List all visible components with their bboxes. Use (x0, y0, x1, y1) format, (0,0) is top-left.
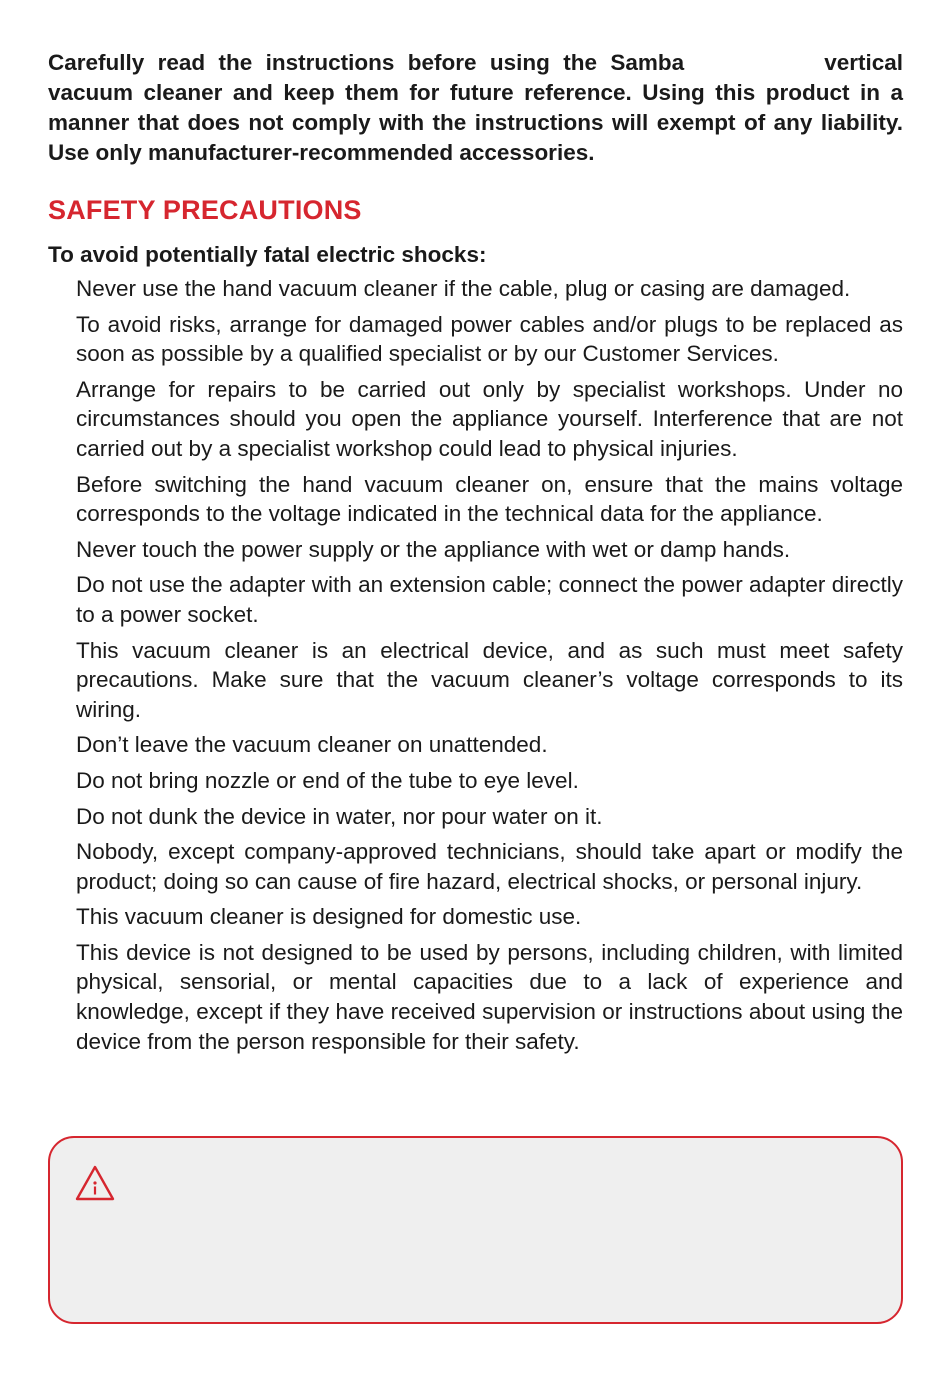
list-item: Do not use the adapter with an extension cable; connect the power adapter directly to a power socket. (76, 572, 903, 627)
list-item: This vacuum cleaner is an electrical device, and as such must meet safety precautions. Make sure that the vacuum cleaner’s voltage corresponds to its wiring. (76, 637, 903, 722)
safety-list (48, 274, 903, 1056)
list-item: This device is not designed to be used by persons, including children, with limited physical, sensorial, or mental capacities due to a lack of experience and knowledge, except if they have received supervision or instructions about using the device from the person responsible for their safety. (76, 939, 903, 1054)
list-item: Never use the hand vacuum cleaner if the cable, plug or casing are damaged. (76, 276, 851, 301)
subheading-electric-shocks: To avoid potentially fatal electric shocks: (48, 242, 487, 267)
list-item: Before switching the hand vacuum cleaner on, ensure that the mains voltage corresponds to the voltage indicated in the technical data for the appliance. (76, 471, 903, 527)
intro-text-part2: vertical vacuum cleaner and keep them for future reference. Using this product in a manner that does not comply with the instructions will exempt (48, 50, 903, 135)
intro-paragraph (48, 48, 903, 168)
list-item: To avoid risks, arrange for damaged power cables and/or plugs to be replaced as soon as possible by a qualified specialist or by our Customer Services. (76, 311, 903, 367)
intro-text-part3: of any liability. Use only manufacturer-recommended accessories. (48, 110, 903, 165)
intro-text-part1: Carefully read the instructions before using the (48, 50, 598, 75)
brand-name: Samba (610, 50, 685, 75)
list-item: Don’t leave the vacuum cleaner on unattended. (76, 732, 548, 758)
manual-page (48, 48, 903, 1062)
warning-info-icon (74, 1164, 116, 1202)
warning-box (48, 1136, 903, 1324)
list-item: Arrange for repairs to be carried out only by specialist workshops. Under no circumstances should you open the appliance yourself. Interference that are not carried out by a specialist workshop could lead to physical injuries. (76, 376, 903, 461)
list-item: Nobody, except company-approved technicians, should take apart or modify the product; doing so can cause of fire hazard, electrical shocks, or personal injury. (76, 839, 903, 894)
list-item: This vacuum cleaner is designed for domestic use. (76, 904, 582, 930)
list-item: Do not bring nozzle or end of the tube to eye level. (76, 767, 579, 793)
section-title-safety: SAFETY PRECAUTIONS (48, 195, 362, 225)
list-item: Never touch the power supply or the appliance with wet or damp hands. (76, 536, 791, 562)
list-item: Do not dunk the device in water, nor pour water on it. (76, 803, 603, 829)
